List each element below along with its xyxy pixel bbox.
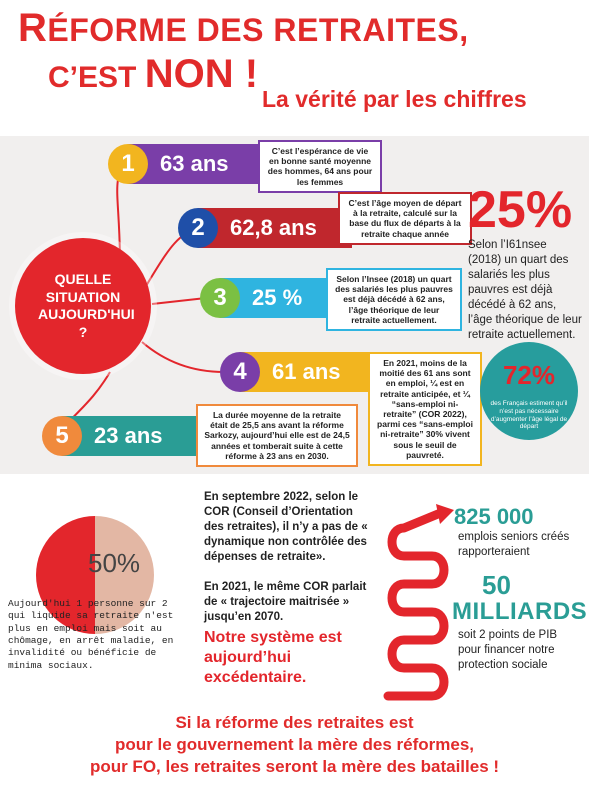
stat-pill-4	[233, 352, 370, 392]
cor-text-2: En 2021, le même COR parlait de « trajectoire maitrisée » jusqu’en 2070.	[204, 581, 367, 623]
stat-value-4: 61 ans	[272, 359, 341, 384]
billions-label: MILLIARDS	[452, 598, 588, 625]
title-line-1-text: ÉFORME DES RETRAITES,	[47, 12, 469, 48]
jobs-text: emplois seniors créés rapporteraient	[458, 531, 570, 558]
title-line-1	[18, 6, 578, 51]
stat-number-2: 2	[178, 208, 218, 248]
zigzag-arrow-icon	[378, 500, 458, 710]
footer-slogan	[0, 712, 589, 778]
stat-72-circle	[480, 342, 578, 440]
center-question-label: QUELLE SITUATION AUJOURD'HUI ?	[38, 271, 135, 340]
stat-note-2: C’est l’âge moyen de départ à la retraite, calculé sur la base du flux de départs à la retraite chaque année	[338, 192, 472, 245]
stat-25-value: 25%	[468, 181, 573, 239]
title-line-2-text: C’EST	[48, 61, 145, 94]
stat-value-2: 62,8 ans	[230, 215, 317, 240]
stat-value-3: 25 %	[252, 285, 303, 310]
stat-number-4: 4	[220, 352, 260, 392]
pie-text: Aujourd'hui 1 personne sur 2 qui liquide sa retraite n'est plus en emploi mais soit au chômage, en arrêt maladie, en invalidité ou bénéficie de minima sociaux.	[8, 598, 174, 671]
footer-line-2: pour le gouvernement la mère des réformes,	[114, 735, 474, 755]
pie-value: 50%	[88, 548, 141, 578]
connector-3	[152, 298, 206, 304]
billions-number: 50	[482, 570, 511, 600]
stat-note-4: En 2021, moins de la moitié des 61 ans sont en emploi, ¼ est en retraite anticipée, et ¼ “sans-emploi ni-retraite” (COR 2022), parmi ces “sans-emploi ni-retraite” 30% vivent sous le seuil de pauvreté.	[368, 352, 482, 466]
subtitle: La vérité par les chiffres	[262, 86, 527, 112]
stat-value-1: 63 ans	[160, 151, 229, 176]
stat-number-3: 3	[200, 278, 240, 318]
connector-4	[142, 342, 224, 372]
stat-value-5: 23 ans	[94, 423, 163, 448]
stat-pill-1	[121, 144, 272, 184]
stat-number-1: 1	[108, 144, 148, 184]
excedent-text: Notre système est aujourd’hui excédentaire.	[204, 629, 342, 686]
stat-pill-2	[191, 208, 352, 248]
jobs-value: 825 000	[454, 504, 534, 529]
title-non: NON !	[144, 52, 259, 96]
stat-number-5: 5	[42, 416, 82, 456]
title-line-2	[48, 52, 258, 97]
footer-line-1: Si la réforme des retraites est	[175, 713, 414, 732]
center-question	[15, 238, 151, 374]
stat-note-5: La durée moyenne de la retraite était de 25,5 ans avant la réforme Sarkozy, aujourd’hui elle est de 24,5 années et tomberait suite à cette réforme à 23 ans en 2030.	[196, 404, 358, 467]
footer-line-3: pour FO, les retraites seront la mère des batailles !	[89, 757, 500, 777]
stat-pill-3	[213, 278, 338, 318]
title-initial: R	[18, 6, 48, 50]
stat-72-value: 72%	[502, 360, 556, 390]
cor-text-1: En septembre 2022, selon le COR (Conseil d’Orientation des retraites), il n’y a pas de « dynamique non contrôlée des dépenses de retraite».	[204, 491, 368, 563]
stat-note-3: Selon l’Insee (2018) un quart des salariés les plus pauvres est déjà décédé à 62 ans, l’âge théorique de leur retraite actuellement.	[326, 268, 462, 331]
pib-text: soit 2 points de PIB pour financer notre protection sociale	[458, 629, 558, 671]
stat-25-text: Selon l’I61nsee (2018) un quart des salariés les plus pauvres est déjà décédé à 62 ans, l’âge théorique de leur retraite actuellement.	[468, 239, 582, 341]
stat-note-1: C’est l’espérance de vie en bonne santé moyenne des hommes, 64 ans pour les femmes	[258, 140, 382, 193]
stat-pill-5	[55, 416, 196, 456]
stat-72-text: des Français estiment qu’il n’est pas nécessaire d’augmenter l’âge légal de départ	[490, 400, 568, 431]
